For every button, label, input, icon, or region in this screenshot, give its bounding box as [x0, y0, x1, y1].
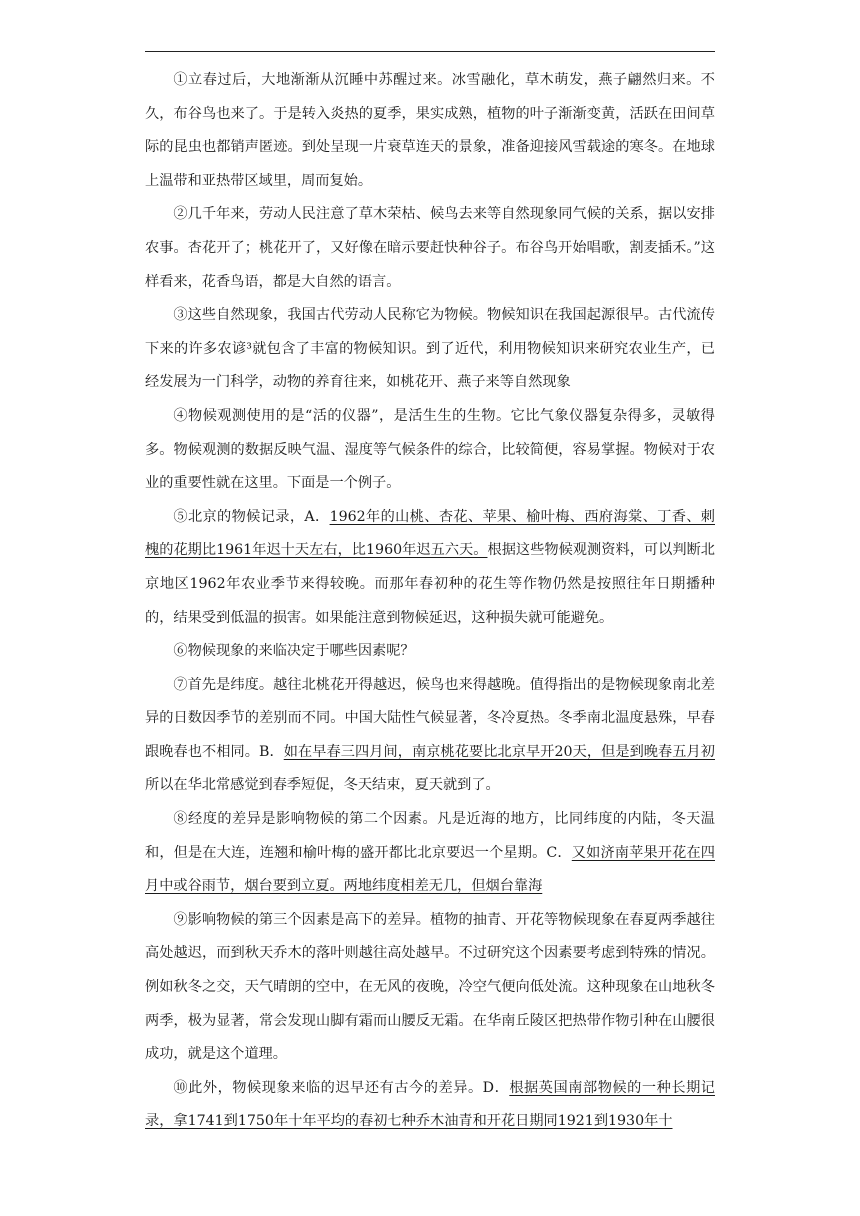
article-body [145, 64, 715, 1139]
paragraph-text: ⑤北京的物候记录，A． [173, 508, 330, 525]
paragraph-10 [145, 1072, 715, 1139]
underlined-sentence: 如在早春三四月间，南京桃花要比北京早开20天，但是到晚春五月初 [283, 743, 715, 760]
paragraph-text: ⑨影响物候的第三个因素是高下的差异。植物的抽青、开花等物候现象在春夏两季越往高处越迟，而到秋天乔木的落叶则越往高处越早。不过研究这个因素要考虑到特殊的情况。例如秋冬之交，天气晴朗的空中，在无风的夜晚，冷空气便向低处流。这种现象在山地秋冬两季，极为显著，常会发现山脚有霜而山腰反无霜。在华南丘陵区把热带作物引种在山腰很成功，就是这个道理。 [145, 911, 715, 1063]
header-rule [145, 51, 715, 52]
paragraph-text: ②几千年来，劳动人民注意了草木荣枯、候鸟去来等自然现象同气候的关系，据以安排农事。杏花开了；桃花开了，又好像在暗示要赶快种谷子。布谷鸟开始唱歌，割麦插禾。”这样看来，花香鸟语，都是大自然的语言。 [145, 206, 715, 290]
paragraph-6 [145, 635, 715, 669]
paragraph-1 [145, 64, 715, 198]
paragraph-4 [145, 400, 715, 501]
paragraph-text: ③这些自然现象，我国古代劳动人民称它为物候。物候知识在我国起源很早。古代流传下来的许多农谚³就包含了丰富的物候知识。到了近代，利用物候知识来研究农业生产，已经发展为一门科学，动物的养育往来，如桃花开、燕子来等自然现象 [145, 307, 715, 391]
underlined-sentence: 又如济南苹果开花在四月中或谷雨节，烟台要到立夏。两地纬度相差无几，但烟台靠海 [145, 844, 715, 895]
paragraph-text: ①立春过后，大地渐渐从沉睡中苏醒过来。冰雪融化，草木萌发，燕子翩然归来。不久，布谷鸟也来了。于是转入炎热的夏季，果实成熟，植物的叶子渐渐变黄，活跃在田间草际的昆虫也都销声匿迹。到处呈现一片衰草连天的景象，准备迎接风雪载途的寒冬。在地球上温带和亚热带区域里，周而复始。 [145, 72, 715, 189]
paragraph-7 [145, 669, 715, 803]
paragraph-text: ⑩此外，物候现象来临的迟早还有古今的差异。D． [173, 1079, 510, 1096]
underlined-sentence: 根据英国南部物候的一种长期记录，拿1741到1750年十年平均的春初七种乔木油青和开花日期同1921到1930年十 [145, 1079, 715, 1130]
paragraph-text: ⑧经度的差异是影响物候的第二个因素。凡是近海的地方，比同纬度的内陆，冬天温和，但是在大连，连翘和榆叶梅的盛开都比北京要迟一个星期。C． [145, 811, 715, 861]
paragraph-text: 根据这些物候观测资料，可以判断北京地区1962年农业季节来得较晚。而那年春初种的花生等作物仍然是按照往年日期播种的，结果受到低温的损害。如果能注意到物候延迟，这种损失就可能避免。 [145, 542, 715, 626]
paragraph-text: 所以在华北常感觉到春季短促，冬天结束，夏天就到了。 [145, 777, 500, 794]
paragraph-5 [145, 501, 715, 635]
paragraph-text: ⑦首先是纬度。越往北桃花开得越迟，候鸟也来得越晚。值得指出的是物候现象南北差异的日数因季节的差别而不同。中国大陆性气候显著，冬冷夏热。冬季南北温度悬殊，早春跟晚春也不相同。B． [145, 676, 715, 760]
paragraph-text: ④物候观测使用的是“活的仪器”，是活生生的生物。它比气象仪器复杂得多，灵敏得多。物候观测的数据反映气温、湿度等气候条件的综合，比较简便，容易掌握。物候对于农业的重要性就在这里。下面是一个例子。 [145, 407, 715, 492]
underlined-sentence: 1962年的山桃、杏花、苹果、榆叶梅、西府海棠、丁香、刺槐的花期比1961年迟十天左右，比1960年迟五六天。 [145, 508, 715, 559]
paragraph-9 [145, 904, 715, 1072]
paragraph-text: ⑥物候现象的来临决定于哪些因素呢？ [173, 643, 415, 660]
paragraph-8 [145, 803, 715, 904]
paragraph-2 [145, 198, 715, 299]
paragraph-3 [145, 299, 715, 400]
